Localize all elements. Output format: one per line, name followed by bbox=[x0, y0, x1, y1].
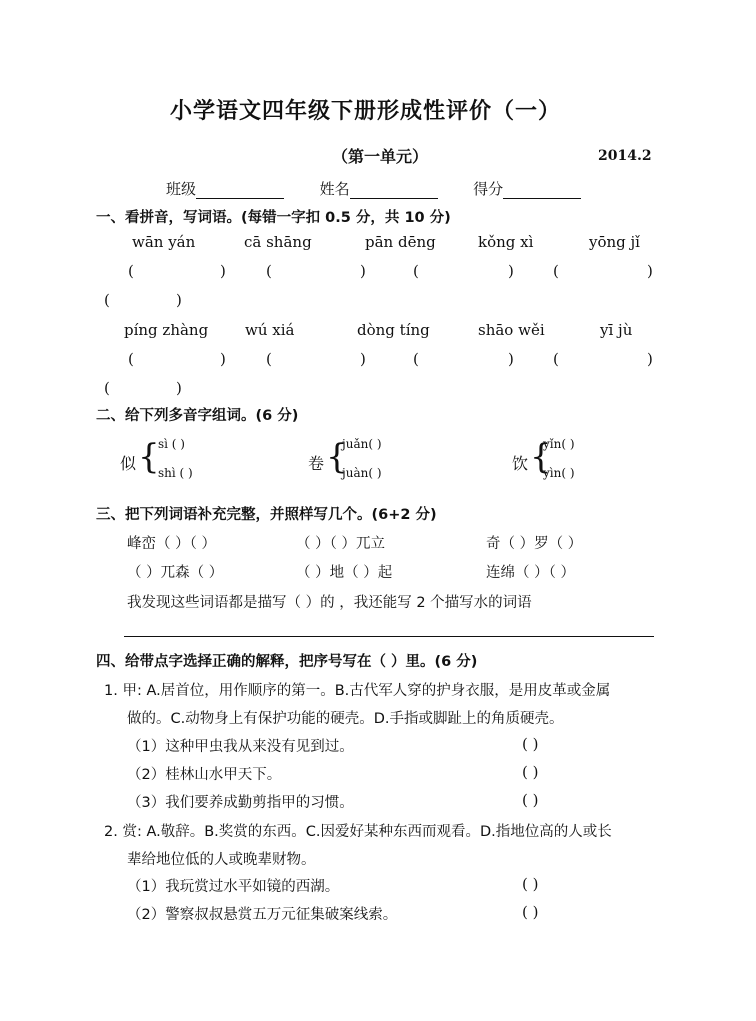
pinyin-item: cā shāng bbox=[244, 233, 312, 251]
answer-blank-open[interactable]: ( bbox=[128, 262, 134, 280]
answer-blank-close: ) bbox=[176, 379, 182, 397]
answer-blank-close: ) bbox=[508, 350, 514, 368]
idiom-fill-item[interactable]: 奇（ ）罗（ ） bbox=[486, 536, 583, 552]
name-label: 姓名 bbox=[319, 180, 350, 198]
section-4-title: 四、给带点字选择正确的解释，把序号写在（ ）里。(6 分) bbox=[96, 654, 478, 670]
section-1-title: 一、看拼音，写词语。(每错一字扣 0.5 分，共 10 分) bbox=[96, 210, 451, 226]
brace-icon: { bbox=[530, 437, 552, 477]
polyphone-reading[interactable]: yìn( ) bbox=[543, 466, 575, 480]
class-field[interactable] bbox=[196, 182, 284, 199]
pinyin-item: shāo wěi bbox=[478, 321, 545, 339]
pinyin-item: wú xiá bbox=[245, 321, 295, 339]
name-field[interactable] bbox=[350, 182, 438, 199]
answer-blank-open[interactable]: ( bbox=[104, 291, 110, 309]
polyphone-reading[interactable]: yǐn( ) bbox=[543, 437, 575, 451]
pinyin-item: dòng tíng bbox=[357, 321, 430, 339]
answer-blank-open[interactable]: ( bbox=[553, 262, 559, 280]
brace-icon: { bbox=[138, 437, 160, 477]
pinyin-item: yōng jǐ bbox=[589, 233, 640, 251]
answer-blank-close: ) bbox=[508, 262, 514, 280]
class-label: 班级 bbox=[166, 180, 197, 198]
question-item: （1）这种甲虫我从来没有见到过。 bbox=[127, 739, 354, 755]
student-info-row bbox=[166, 178, 581, 199]
exam-date: 2014.2 bbox=[598, 148, 652, 164]
answer-blank-open[interactable]: ( bbox=[266, 350, 272, 368]
polyphone-reading[interactable]: juǎn( ) bbox=[342, 437, 382, 451]
answer-blank-close: ) bbox=[360, 350, 366, 368]
answer-line[interactable] bbox=[124, 636, 654, 637]
answer-blank-close: ) bbox=[176, 291, 182, 309]
polyphone-char: 饮 bbox=[512, 454, 529, 473]
pinyin-item: pān dēng bbox=[365, 233, 436, 251]
question-1-definitions: 1. 甲: A.居首位，用作顺序的第一。B.古代军人穿的护身衣服，是用皮革或金属 bbox=[104, 683, 611, 699]
section-2-title: 二、给下列多音字组词。(6 分) bbox=[96, 408, 299, 424]
idiom-fill-item[interactable]: （ ）兀森（ ） bbox=[127, 565, 224, 581]
idiom-fill-item[interactable]: （ ）（ ）兀立 bbox=[296, 536, 385, 552]
question-item: （3）我们要养成勤剪指甲的习惯。 bbox=[127, 795, 354, 811]
idiom-fill-item[interactable]: 峰峦（ ）（ ） bbox=[127, 536, 216, 552]
pinyin-item: yī jù bbox=[600, 321, 633, 339]
idiom-fill-item[interactable]: 连绵（ ）（ ） bbox=[486, 565, 575, 581]
answer-blank-open[interactable]: ( bbox=[413, 262, 419, 280]
question-item: （1）我玩赏过水平如镜的西湖。 bbox=[127, 879, 340, 895]
question-item: （2）桂林山水甲天下。 bbox=[127, 767, 282, 783]
unit-subtitle: （第一单元） bbox=[332, 147, 429, 166]
section-3-title: 三、把下列词语补充完整，并照样写几个。(6+2 分) bbox=[96, 507, 437, 523]
answer-blank-close: ) bbox=[647, 350, 653, 368]
polyphone-char: 似 bbox=[120, 454, 137, 473]
question-1-definitions-cont: 做的。C.动物身上有保护功能的硬壳。D.手指或脚趾上的角质硬壳。 bbox=[127, 711, 564, 727]
answer-blank-open[interactable]: ( bbox=[553, 350, 559, 368]
answer-blank-open[interactable]: ( bbox=[128, 350, 134, 368]
answer-blank-open[interactable]: ( bbox=[266, 262, 272, 280]
question-item: （2）警察叔叔悬赏五万元征集破案线索。 bbox=[127, 907, 398, 923]
score-field[interactable] bbox=[503, 182, 581, 199]
question-2-definitions-cont: 辈给地位低的人或晚辈财物。 bbox=[127, 852, 316, 868]
section-3-prompt: 我发现这些词语都是描写（ ）的 ，我还能写 2 个描写水的词语 bbox=[127, 595, 532, 611]
answer-blank-close: ) bbox=[647, 262, 653, 280]
polyphone-reading[interactable]: shì ( ) bbox=[158, 466, 193, 480]
polyphone-char: 卷 bbox=[308, 454, 325, 473]
answer-blank-close: ) bbox=[220, 350, 226, 368]
answer-blank[interactable]: ( ) bbox=[522, 763, 539, 781]
answer-blank-open[interactable]: ( bbox=[104, 379, 110, 397]
score-label: 得分 bbox=[473, 180, 504, 198]
answer-blank[interactable]: ( ) bbox=[522, 875, 539, 893]
answer-blank[interactable]: ( ) bbox=[522, 735, 539, 753]
pinyin-item: wān yán bbox=[132, 233, 196, 251]
idiom-fill-item[interactable]: （ ）地（ ）起 bbox=[296, 565, 393, 581]
brace-icon: { bbox=[326, 437, 348, 477]
pinyin-item: kǒng xì bbox=[478, 233, 534, 251]
answer-blank[interactable]: ( ) bbox=[522, 903, 539, 921]
polyphone-reading[interactable]: juàn( ) bbox=[342, 466, 382, 480]
page-title: 小学语文四年级下册形成性评价（一） bbox=[170, 99, 562, 124]
answer-blank[interactable]: ( ) bbox=[522, 791, 539, 809]
answer-blank-close: ) bbox=[360, 262, 366, 280]
question-2-definitions: 2. 赏: A.敬辞。B.奖赏的东西。C.因爱好某种东西而观看。D.指地位高的人或长 bbox=[104, 824, 612, 840]
polyphone-reading[interactable]: sì ( ) bbox=[158, 437, 185, 451]
answer-blank-open[interactable]: ( bbox=[413, 350, 419, 368]
answer-blank-close: ) bbox=[220, 262, 226, 280]
pinyin-item: píng zhàng bbox=[124, 321, 209, 339]
